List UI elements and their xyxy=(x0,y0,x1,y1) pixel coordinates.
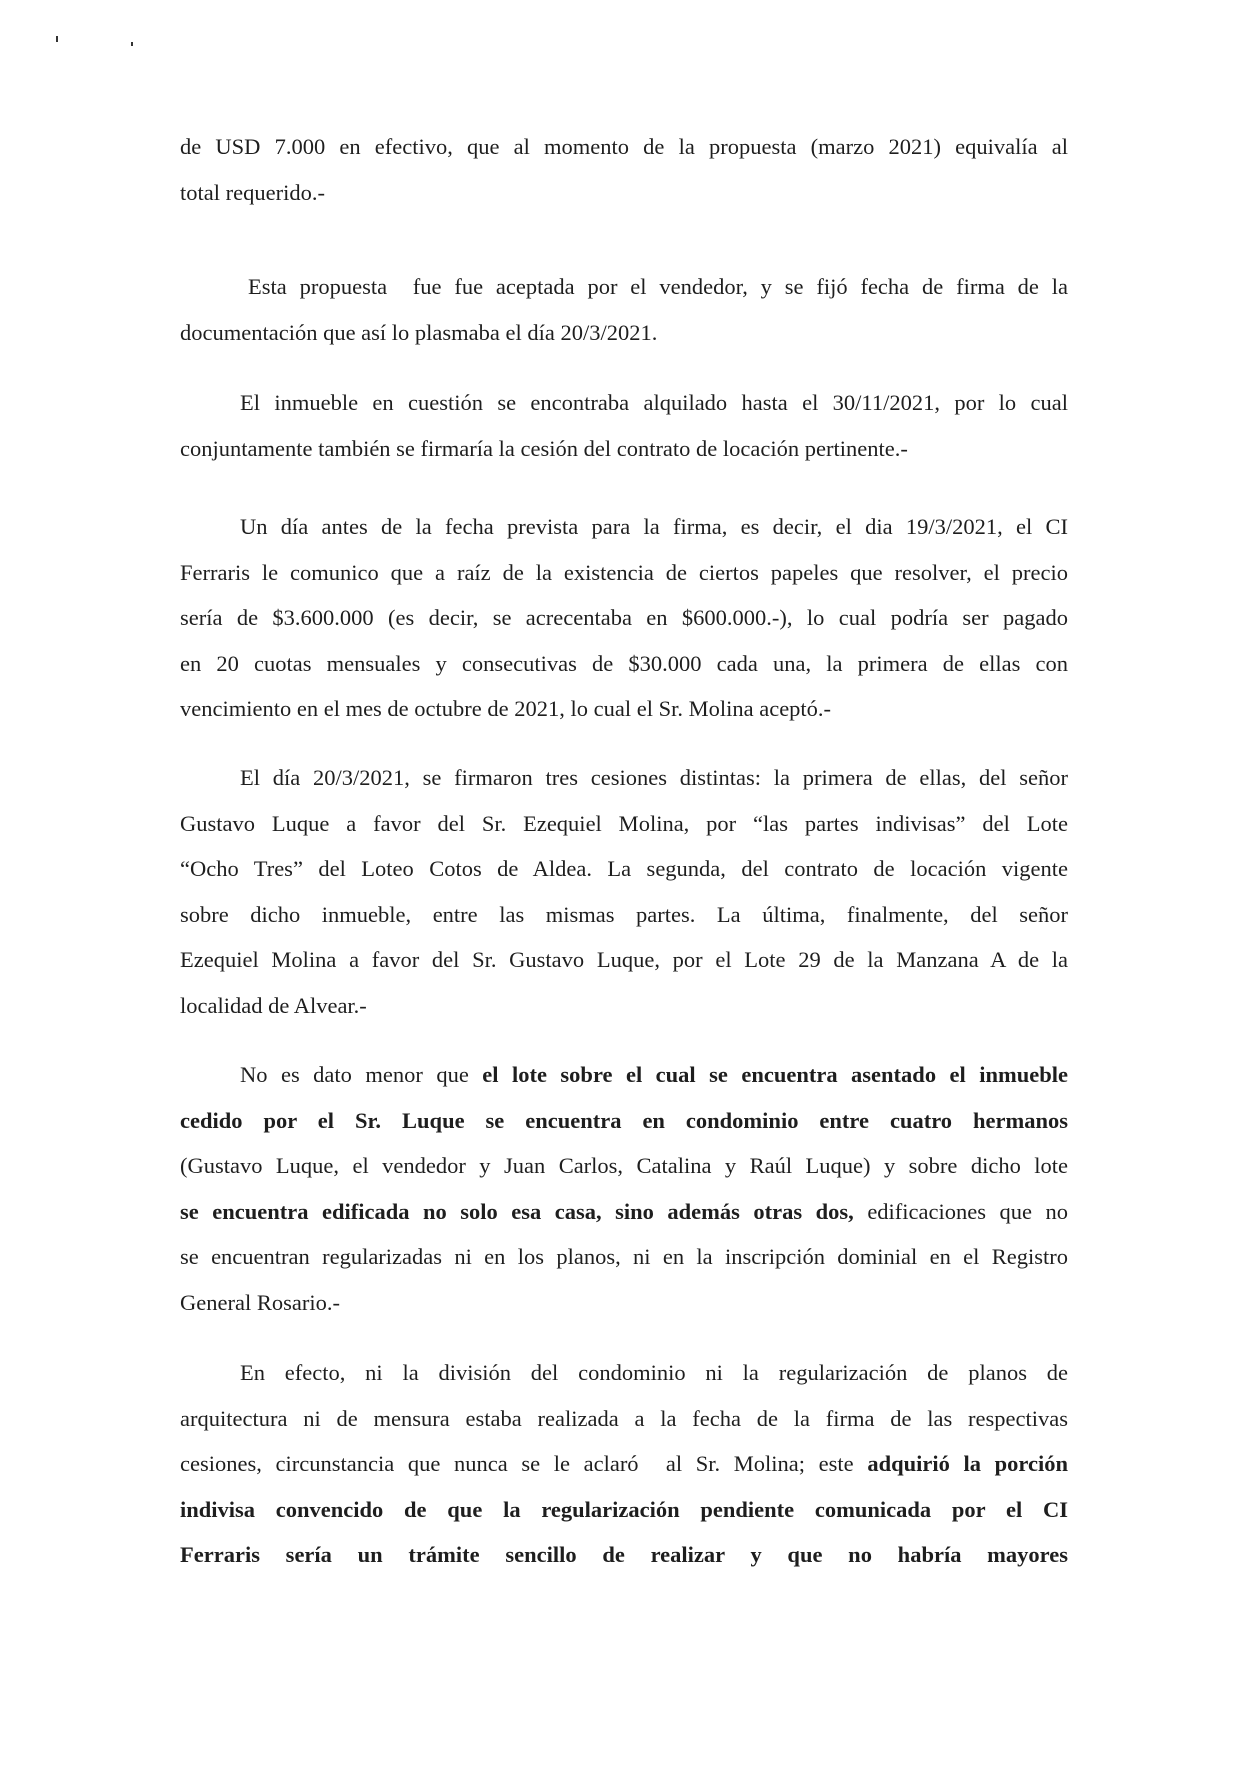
text-line xyxy=(180,380,1068,426)
text-run-bold: indivisa convencido de que la regularización pendiente comunicada por el CI xyxy=(180,1496,1068,1522)
text-run: Esta propuesta fue fue aceptada por el vendedor, y se fijó fecha de firma de la xyxy=(248,274,1068,299)
text-line xyxy=(180,1487,1068,1533)
text-line xyxy=(180,1143,1068,1189)
text-run: El día 20/3/2021, se firmaron tres cesiones distintas: la primera de ellas, del señor xyxy=(240,765,1068,790)
text-line xyxy=(180,1280,1068,1326)
text-line xyxy=(180,1441,1068,1487)
text-run: se encuentran regularizadas ni en los planos, ni en la inscripción dominial en el Registro xyxy=(180,1244,1068,1269)
text-run: en 20 cuotas mensuales y consecutivas de $30.000 cada una, la primera de ellas con xyxy=(180,650,1068,676)
paragraph xyxy=(180,380,1068,471)
text-run: Ezequiel Molina a favor del Sr. Gustavo Luque, por el Lote 29 de la Manzana A de la xyxy=(180,947,1068,972)
scan-speck xyxy=(56,36,58,42)
text-run: General Rosario.- xyxy=(180,1289,340,1315)
paragraph xyxy=(180,264,1068,355)
text-line xyxy=(180,846,1068,892)
text-line xyxy=(180,641,1068,687)
text-run: cesiones, circunstancia que nunca se le aclaró al Sr. Molina; este xyxy=(180,1451,868,1476)
text-line xyxy=(180,1052,1068,1098)
text-line xyxy=(180,310,1068,356)
text-line xyxy=(180,595,1068,641)
text-run: sería de $3.600.000 (es decir, se acrecentaba en $600.000.-), lo cual podría ser pagado xyxy=(180,605,1068,630)
text-run-bold: el lote sobre el cual se encuentra asentado el inmueble xyxy=(482,1062,1068,1087)
text-line xyxy=(180,550,1068,596)
paragraph xyxy=(180,1350,1068,1578)
text-line xyxy=(180,983,1068,1029)
text-run: total requerido.- xyxy=(180,179,325,205)
text-line xyxy=(180,1532,1068,1578)
text-line xyxy=(180,801,1068,847)
text-line xyxy=(180,1350,1068,1396)
paragraph xyxy=(180,1052,1068,1325)
text-run: No es dato menor que xyxy=(240,1062,483,1087)
paragraph xyxy=(180,504,1068,732)
text-run: Gustavo Luque a favor del Sr. Ezequiel Molina, por “las partes indivisas” del Lote xyxy=(180,810,1068,836)
text-run-bold: adquirió la porción xyxy=(867,1451,1068,1476)
text-run: sobre dicho inmueble, entre las mismas partes. La última, finalmente, del señor xyxy=(180,901,1068,927)
text-line xyxy=(180,1396,1068,1442)
text-line xyxy=(180,426,1068,472)
text-run-bold: se encuentra edificada no solo esa casa, sino además otras dos, xyxy=(180,1198,854,1224)
text-line xyxy=(180,504,1068,550)
text-run: Un día antes de la fecha prevista para la firma, es decir, el dia 19/3/2021, el CI xyxy=(240,514,1068,539)
text-line xyxy=(180,264,1068,310)
text-run: vencimiento en el mes de octubre de 2021, lo cual el Sr. Molina aceptó.- xyxy=(180,696,832,721)
text-run: arquitectura ni de mensura estaba realizada a la fecha de la firma de las respectivas xyxy=(180,1405,1068,1431)
text-run: Ferraris le comunico que a raíz de la existencia de ciertos papeles que resolver, el precio xyxy=(180,559,1068,585)
text-run: documentación que así lo plasmaba el día 20/3/2021. xyxy=(180,319,658,345)
text-line xyxy=(180,124,1068,170)
text-line xyxy=(180,755,1068,801)
text-run-bold: Ferraris sería un trámite sencillo de realizar y que no habría mayores xyxy=(180,1542,1068,1567)
text-run: (Gustavo Luque, el vendedor y Juan Carlos, Catalina y Raúl Luque) y sobre dicho lote xyxy=(180,1153,1068,1178)
text-line xyxy=(180,1234,1068,1280)
text-run: edificaciones que no xyxy=(853,1198,1069,1224)
text-line xyxy=(180,1098,1068,1144)
text-run: de USD 7.000 en efectivo, que al momento de la propuesta (marzo 2021) equivalía al xyxy=(180,134,1068,159)
text-run: conjuntamente también se firmaría la cesión del contrato de locación pertinente.- xyxy=(180,435,908,461)
text-line xyxy=(180,937,1068,983)
text-line xyxy=(180,1189,1068,1235)
text-line xyxy=(180,892,1068,938)
scan-speck xyxy=(131,42,133,46)
text-run: localidad de Alvear.- xyxy=(180,992,367,1018)
text-run: En efecto, ni la división del condominio ni la regularización de planos de xyxy=(240,1360,1068,1385)
paragraph xyxy=(180,755,1068,1028)
paragraph xyxy=(180,124,1068,215)
text-line xyxy=(180,170,1068,216)
text-run: “Ocho Tres” del Loteo Cotos de Aldea. La segunda, del contrato de locación vigente xyxy=(180,856,1068,881)
text-run-bold: cedido por el Sr. Luque se encuentra en condominio entre cuatro hermanos xyxy=(180,1107,1068,1133)
text-run: El inmueble en cuestión se encontraba alquilado hasta el 30/11/2021, por lo cual xyxy=(240,390,1068,415)
text-line xyxy=(180,686,1068,732)
